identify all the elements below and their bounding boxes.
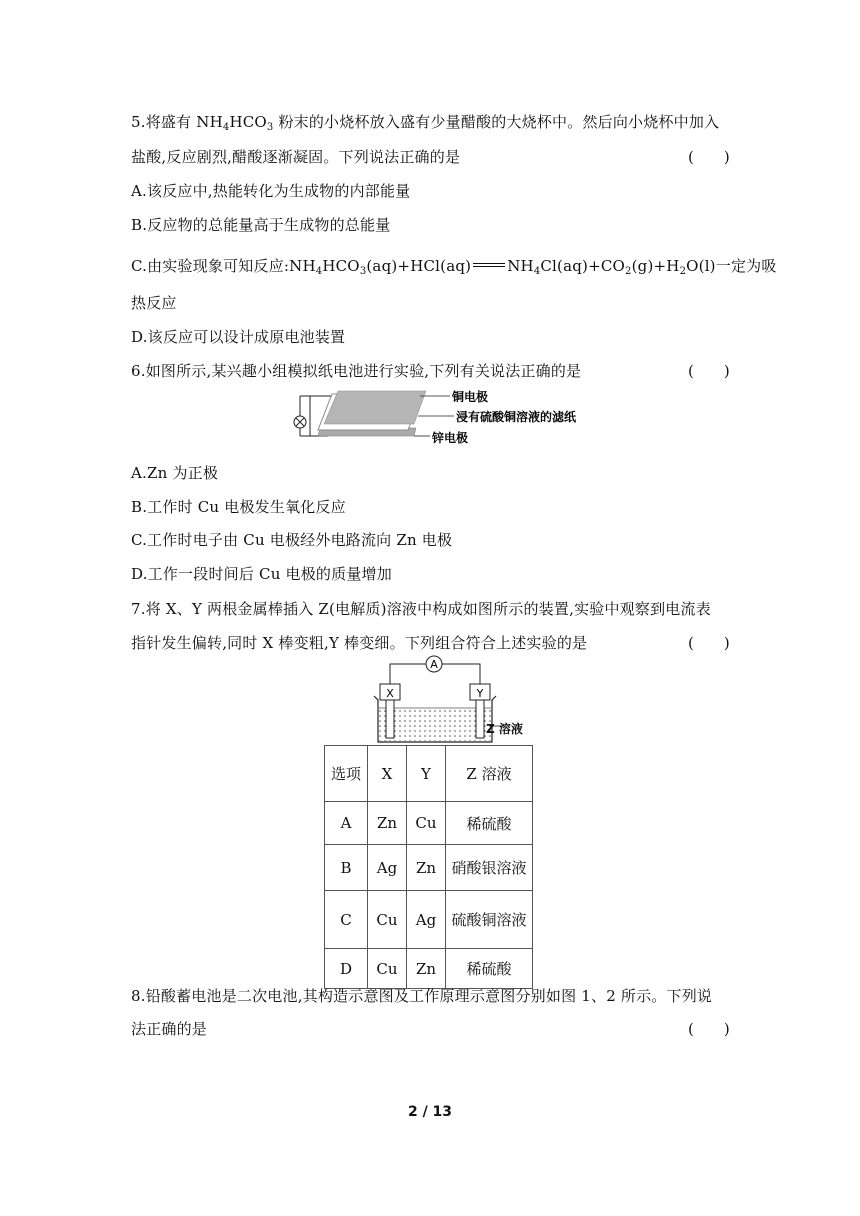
copper-electrode (324, 391, 426, 424)
rod-x-label: X (386, 687, 394, 700)
table-cell: C (325, 891, 368, 949)
q7-options-table (324, 745, 533, 989)
table-cell: Cu (368, 949, 407, 989)
q5-answer-paren: ( ) (688, 148, 730, 166)
table-header-cell: 选项 (325, 746, 368, 802)
table-cell: Zn (407, 949, 446, 989)
table-cell: Zn (407, 845, 446, 891)
table-cell: B (325, 845, 368, 891)
label-copper: 铜电极 (452, 390, 489, 404)
table-cell: A (325, 802, 368, 845)
q5-option-c-line1: C.由实验现象可知反应$:NH_4HCO_3(aq)+HCl(aq)$ $NH_4Cl(aq)+CO_2(g)+H_2O(l)$一定为吸 (131, 257, 777, 277)
z-solution (379, 708, 491, 741)
q8-stem-line2: 法正确的是 (131, 1020, 208, 1038)
q5-stem-line1: 5.将盛有 $NH_4HCO_3$ 粉末的小烧杯放入盛有少量醋酸的大烧杯中。然后向小烧杯中加入 (131, 113, 720, 133)
ammeter-label: A (430, 658, 438, 671)
q6-option-a: A.Zn 为正极 (131, 464, 219, 482)
table-cell: D (325, 949, 368, 989)
equals-sign (473, 263, 505, 267)
table-cell: Zn (368, 802, 407, 845)
q6-stem: 6.如图所示,某兴趣小组模拟纸电池进行实验,下列有关说法正确的是 (131, 362, 582, 380)
z-solution-label: Z 溶液 (486, 722, 523, 736)
rod-y (476, 700, 484, 738)
table-header-row (325, 746, 533, 802)
label-filter-paper: 浸有硫酸铜溶液的滤纸 (456, 410, 577, 424)
q6-answer-paren: ( ) (688, 362, 730, 380)
table-header-cell: X (368, 746, 407, 802)
table-cell: Ag (407, 891, 446, 949)
q5-option-c-line2: 热反应 (131, 294, 177, 312)
table-row (325, 845, 533, 891)
table-row (325, 949, 533, 989)
table-cell: Cu (407, 802, 446, 845)
q8-answer-paren: ( ) (688, 1020, 730, 1038)
table-row (325, 891, 533, 949)
q6-option-d: D.工作一段时间后 Cu 电极的质量增加 (131, 565, 392, 583)
page-number: 2 / 13 (407, 1104, 453, 1120)
table-header-cell: Z 溶液 (446, 746, 533, 802)
label-zinc: 锌电极 (432, 431, 469, 445)
rod-x (386, 700, 394, 738)
q8-stem-line1: 8.铅酸蓄电池是二次电池,其构造示意图及工作原理示意图分别如图 1、2 所示。下列说 (131, 987, 713, 1005)
paper-battery-figure (288, 386, 578, 450)
q5-option-d: D.该反应可以设计成原电池装置 (131, 328, 346, 346)
table-row (325, 802, 533, 845)
table-cell: Cu (368, 891, 407, 949)
q6-option-c: C.工作时电子由 Cu 电极经外电路流向 Zn 电极 (131, 531, 453, 549)
q7-answer-paren: ( ) (688, 634, 730, 652)
table-header-cell: Y (407, 746, 446, 802)
q5-option-a: A.该反应中,热能转化为生成物的内部能量 (131, 182, 411, 200)
q7-stem-line2: 指针发生偏转,同时 X 棒变粗,Y 棒变细。下列组合符合上述实验的是 (131, 634, 588, 652)
q5-option-b: B.反应物的总能量高于生成物的总能量 (131, 216, 391, 234)
q6-option-b: B.工作时 Cu 电极发生氧化反应 (131, 498, 346, 516)
table-cell: 稀硫酸 (446, 802, 533, 845)
table-cell: 硫酸铜溶液 (446, 891, 533, 949)
table-cell: 稀硫酸 (446, 949, 533, 989)
q7-stem-line1: 7.将 X、Y 两根金属棒插入 Z(电解质)溶液中构成如图所示的装置,实验中观察到电流表 (131, 600, 711, 618)
q5-stem-line2: 盐酸,反应剧烈,醋酸逐渐凝固。下列说法正确的是 (131, 148, 461, 166)
table-cell: 硝酸银溶液 (446, 845, 533, 891)
table-cell: Ag (368, 845, 407, 891)
rod-y-label: Y (476, 687, 484, 700)
